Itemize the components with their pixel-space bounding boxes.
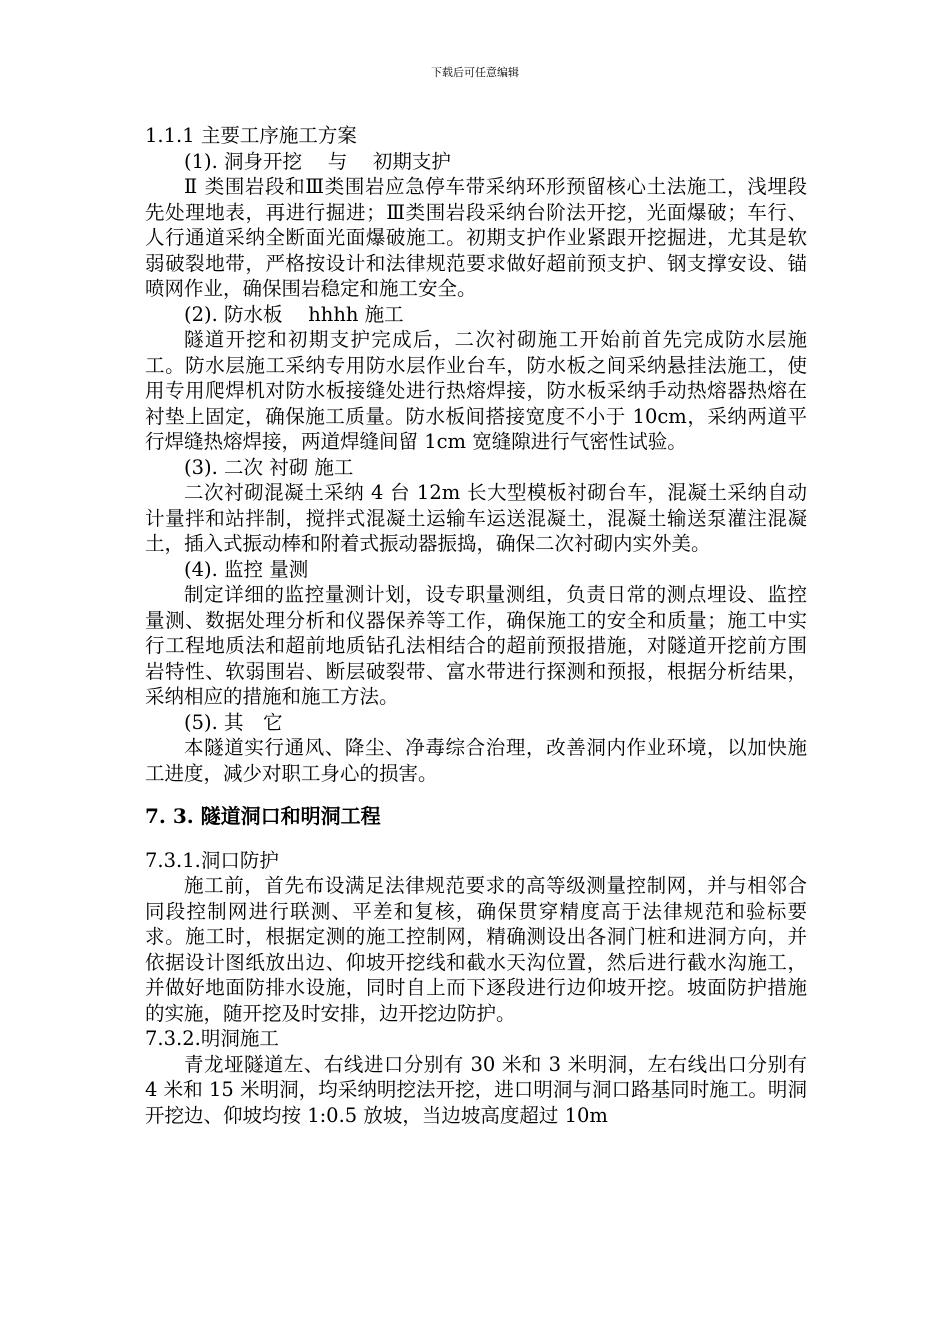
paragraph-other: 本隧道实行通风、降尘、净毒综合治理，改善洞内作业环境，以加快施工进度，减少对职工身心的损害。: [145, 736, 807, 785]
item-heading-waterproof: (2). 防水板 hhhh 施工: [184, 302, 404, 326]
paragraph-open-cut: 青龙垭隧道左、右线进口分别有 30 米和 3 米明洞，左右线出口分别有 4 米和 15 米明洞，均采纳明挖法开挖，进口明洞与洞口路基同时施工。明洞开挖边、仰坡均按 1:0.5 放坡，当边坡高度超过 10m: [145, 1052, 807, 1127]
paragraph-waterproof: 隧道开挖和初期支护完成后，二次衬砌施工开始前首先完成防水层施工。防水层施工采纳专用防水层作业台车，防水板之间采纳悬挂法施工，使用专用爬焊机对防水板接缝处进行热熔焊接，防水板采纳手动热熔器热熔在衬垫上固定，确保施工质量。防水板间搭接宽度不小于 10cm，采纳两道平行焊缝热熔焊接，两道焊缝间留 1cm 宽缝隙进行气密性试验。: [145, 328, 807, 453]
item-heading-lining: (3). 二次 衬砌 施工: [184, 455, 354, 479]
subsection-title-portal-protection: 7.3.1.洞口防护: [145, 848, 279, 872]
document-body: [145, 123, 807, 1128]
item-heading-other: (5). 其 它: [184, 710, 283, 734]
paragraph-excavation: Ⅱ 类围岩段和Ⅲ类围岩应急停车带采纳环形预留核心土法施工，浅埋段先处理地表，再进行掘进；Ⅲ类围岩段采纳台阶法开挖，光面爆破；车行、人行通道采纳全断面光面爆破施工。初期支护作业紧跟开挖掘进，尤其是软弱破裂地带，严格按设计和法律规范要求做好超前预支护、钢支撑安设、锚喷网作业，确保围岩稳定和施工安全。: [145, 175, 807, 300]
item-heading-monitoring: (4). 监控 量测: [184, 557, 309, 581]
section-heading-portal: 7. 3. 隧道洞口和明洞工程: [145, 804, 381, 828]
paragraph-lining: 二次衬砌混凝土采纳 4 台 12m 长大型模板衬砌台车，混凝土采纳自动计量拌和站拌制，搅拌式混凝土运输车运送混凝土，混凝土输送泵灌注混凝土，插入式振动棒和附着式振动器振捣，确保二次衬砌内实外美。: [145, 481, 807, 555]
item-heading-excavation: (1). 洞身开挖 与 初期支护: [184, 149, 451, 173]
subsection-title-open-cut: 7.3.2.明洞施工: [145, 1027, 279, 1050]
subsection-title: 1.1.1 主要工序施工方案: [145, 124, 357, 147]
paragraph-portal-protection: 施工前，首先布设满足法律规范要求的高等级测量控制网，并与相邻合同段控制网进行联测、平差和复核，确保贯穿精度高于法律规范和验标要求。施工时，根据定测的施工控制网，精确测设出各洞门桩和进洞方向，并依据设计图纸放出边、仰坡开挖线和截水天沟位置，然后进行截水沟施工，并做好地面防排水设施，同时自上而下逐段进行边仰坡开挖。坡面防护措施的实施，随开挖及时安排，边开挖边防护。: [145, 874, 807, 1025]
paragraph-monitoring: 制定详细的监控量测计划，设专职量测组，负责日常的测点埋设、监控量测、数据处理分析和仪器保养等工作，确保施工的安全和质量；施工中实行工程地质法和超前地质钻孔法相结合的超前预报措施，对隧道开挖前方围岩特性、软弱围岩、断层破裂带、富水带进行探测和预报，根据分析结果，采纳相应的措施和施工方法。: [145, 583, 807, 708]
page-header-note: 下载后可任意编辑: [431, 66, 519, 79]
